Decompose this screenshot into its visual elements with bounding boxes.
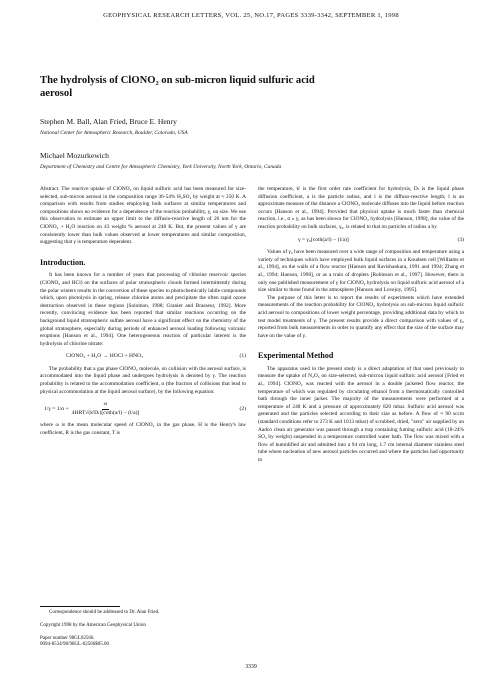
footnote-correspondence: Correspondence should be addressed to Dr. Alan Fried. — [49, 610, 160, 615]
right-paragraph-3: The purpose of this letter is to report the results of experiments which have extended measurements of the reaction probability for ClONO₂ hydrolysis on sub-micron liquid sulfuric acid aerosol to compositions of lower weight percentage, providing additional data by which to test model treatments of γ. The present results provide a direct comparison with values of γ₀ reported from bulk measurements in order to quantify any effect that the size of the surface may have on the value of γ. — [258, 294, 464, 339]
footnote-rule — [40, 606, 120, 607]
intro-heading: Introduction. — [40, 257, 86, 267]
journal-header: GEOPHYSICAL RESEARCH LETTERS, VOL. 25, NO.17, PAGES 3339-3342, SEPTEMBER 1, 1998 — [103, 12, 399, 19]
equation-1-number: (1) — [239, 353, 246, 360]
title-line-1: The hydrolysis of ClONO₂ on sub-micron liquid sulfuric acid — [40, 75, 315, 86]
authors-1: Stephen M. Ball, Alan Fried, Bruce E. Henry — [40, 117, 177, 126]
equation-3 — [258, 237, 464, 245]
equation-2-lhs: 1/γ = 1/α + — [44, 405, 69, 412]
right-paragraph-2: Values of γ₀ have been measured over a wide range of composition and temperature using a variety of techniques which have employed bulk liquid surfaces in a Knudsen cell [Williams et al., 1994], on the walls of a flow reactor [Hanson and Ravishankara, 1991 and 1994; Zhang et al., 1994; Hanson, 1998], or as a train of droplets [Robinson et al., 1997]. However, there is only one published measurement of γ for ClONO₂ hydrolysis on liquid sulfuric acid aerosol of a size similar to those found in the atmosphere [Hanson and Lovejoy, 1995]. — [258, 249, 464, 294]
intro-paragraph-1: It has been known for a number of years that processing of chlorine reservoir species (ClONO₂ and HCl) on the surfaces of polar stratospheric clouds formed intermittently during the polar winters results in the conversion of these species to photochemically labile compounds which, upon photolysis in spring, release chlorine atoms and precipitate the often rapid ozone destruction observed in these regions [Solomon, 1988; Granier and Brasseur, 1992]. More recently, convincing evidence has been reported that similar reactions occurring on the background liquid stratospheric sulfate aerosol have a significant effect on the chemistry of the global stratosphere, especially during periods of enhanced aerosol loading following volcanic eruptions [Hanson et al., 1994]. One heterogeneous reaction of particular interest is the hydrolysis of chlorine nitrate: — [40, 272, 246, 347]
equation-2-denominator: 4HRT√(kᴵDₗ)[coth(a/l) − (l/a)] — [71, 409, 140, 416]
affiliation-1: National Center for Atmospheric Research, Boulder, Colorado, USA — [40, 130, 188, 136]
equation-3-number: (3) — [457, 236, 464, 243]
title-line-2: aerosol — [40, 88, 73, 99]
intro-paragraph-2: The probability that a gas phase ClONO₂ molecule, on collision with the aerosol surface, is accommodated into the liquid phase and undergoes hydrolysis is denoted by γ. The reaction probability is related to the accommodation coefficient, α (the fraction of collisions that lead to physical accommodation at the liquid aerosol surface), by the following equation: — [40, 365, 246, 395]
abstract: Abstract. The reactive uptake of ClONO₂ on liquid sulfuric acid has been measured for size-selected, sub-micron aerosol in the composition range 36-54% H₂SO₄ by weight at ≈ 250 K. A comparison with results from studies employing bulk surfaces at similar temperatures and compositions shows no evidence for a dependence of the reaction probability, γ, on size. We use this observation to estimate an upper limit to the diffusio-reactive length of 26 nm for the ClONO₂ + H₂O reaction on 43 weight % aerosol at 248 K. But, the present values of γ are consistently lower than bulk values observed at lower temperatures and similar composition, suggesting that γ is temperature dependent. — [40, 186, 246, 246]
page-number: 3339 — [245, 664, 257, 670]
footnote-code: 0094-8534/98/98GL-02566$05.00 — [40, 642, 110, 648]
authors-2: Michael Mozurkewich — [40, 151, 109, 160]
paper-title — [40, 74, 470, 100]
equation-3-body: γ = γ₀[coth(a/l) − (l/a)] — [298, 236, 349, 243]
right-paragraph-1: the temperature, kᴵ is the first order rate coefficient for hydrolysis, Dₗ is the liquid phase diffusion coefficient, a is the particle radius, and l is the diffuso-reactive length; l is an approximate measure of the distance a ClONO₂ molecule diffuses into the liquid before reaction occurs [Hanson et al., 1994]. Provided that physical uptake is much faster than chemical reaction, i.e., α » γ, as has been shown for ClONO₂ hydrolysis [Hanson, 1998], the value of the reaction probability on bulk surfaces, γ₀, is related to that on particles of radius a by — [258, 186, 464, 230]
experimental-heading: Experimental Method — [258, 351, 334, 361]
equation-2-fraction — [72, 401, 140, 417]
footnote-paper-number: Paper number 98GL02566. — [40, 635, 95, 641]
affiliation-2: Department of Chemistry and Centre for Atmospheric Chemistry, York University, North York, Ontario, Canada — [40, 164, 282, 170]
equation-2-number: (2) — [239, 405, 246, 412]
intro-paragraph-3: where ω is the mean molecular speed of ClONO₂ in the gas phase, H is the Henry's law coefficient, R is the gas constant, T is — [40, 422, 246, 437]
right-column — [258, 186, 464, 465]
footnote-copyright: Copyright 1998 by the American Geophysical Union — [40, 622, 146, 628]
footnotes — [40, 610, 240, 649]
right-paragraph-4: The apparatus used in the present study is a direct adaptation of that used previously to measure the uptake of N₂O₅ on size-selected, sub-micron liquid sulfuric acid aerosol [Fried et al., 1994]. ClONO₂ was reacted with the aerosol in a double jacketed flow reactor, the temperature of which was regulated by circulating ethanol from a thermostatically controlled bath through the inner jacket. The majority of the measurements were performed at a temperature of 248 K and a pressure of approximately 820 mbar. Sulfuric acid aerosol was generated and the particles selected according to their size as before. A flow of ≈ 90 sccm (standard conditions refer to 273 K and 1013 mbar) of scrubbed, dried, "zero" air supplied by an Aadco clean air generator was passed through a trap containing fuming sulfuric acid (18-24% SO₃ by weight) suspended in a temperature controlled water bath. The flow was mixed with a flow of humidified air and admitted into a 94 cm long, 1.7 cm internal diameter stainless steel tube where nucleation of new aerosol particles occurred and where the particles had opportunity to — [258, 365, 464, 463]
equation-2-numerator: ω — [102, 401, 110, 410]
equation-2 — [40, 401, 246, 417]
left-column — [40, 186, 246, 438]
equation-1 — [40, 353, 246, 361]
equation-1-body: ClONO₂ + H₂O → HOCl + HNO₃ — [66, 353, 144, 360]
